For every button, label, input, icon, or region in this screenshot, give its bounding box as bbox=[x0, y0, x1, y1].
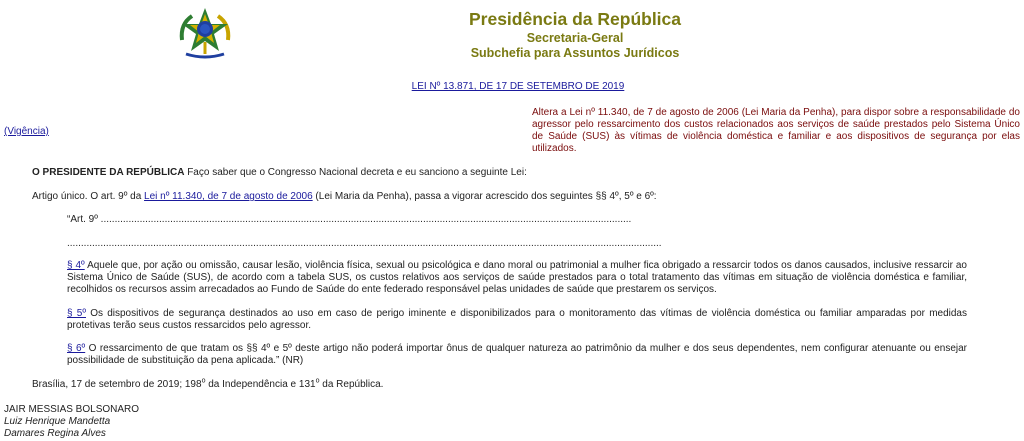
header-subtitle-2: Subchefia para Assuntos Jurídicos bbox=[470, 46, 680, 60]
header-title: Presidência da República bbox=[468, 9, 682, 29]
coat-of-arms-emblem bbox=[178, 6, 232, 62]
art9-dots-line: ...................................................................................................................................................................................................................... bbox=[67, 238, 662, 249]
date-part-3: da República. bbox=[319, 379, 384, 390]
law-title-link[interactable]: LEI Nº 13.871, DE 17 DE SETEMBRO DE 2019 bbox=[411, 81, 625, 92]
paragraph-4-link[interactable]: § 4º bbox=[67, 260, 85, 271]
signature-minister-1: Luiz Henrique Mandetta bbox=[4, 416, 111, 427]
paragraph-5 bbox=[67, 308, 967, 332]
date-sup-2: o bbox=[315, 377, 320, 385]
lei-11340-link[interactable]: Lei nº 11.340, de 7 de agosto de 2006 bbox=[144, 191, 313, 202]
vigencia-link[interactable]: (Vigência) bbox=[4, 126, 49, 137]
paragraph-5-link[interactable]: § 5º bbox=[67, 308, 86, 319]
preamble bbox=[32, 167, 527, 179]
preamble-text: Faço saber que o Congresso Nacional decreta e eu sanciono a seguinte Lei: bbox=[184, 167, 527, 178]
artigo-prefix: Artigo único. O art. 9º da bbox=[32, 191, 145, 202]
paragraph-4-text: Aquele que, por ação ou omissão, causar lesão, violência física, sexual ou psicológica e dano moral ou patrimonial a mulher fica obrigado a ressarcir todos os danos causados, inclusive ressarcir ao Sistema Único de Saúde (SUS), de acordo com a tabela SUS, os custos relativos aos serviços de saúde prestados para o total tratamento das vítimas em situação de violência doméstica e familiar, recolhidos os recursos assim arrecadados ao Fundo de Saúde do ente federado responsável pelas unidades de saúde que prestarem os serviços. bbox=[67, 260, 967, 295]
paragraph-4 bbox=[67, 260, 967, 296]
signature-minister-2: Damares Regina Alves bbox=[4, 428, 106, 439]
artigo-suffix: (Lei Maria da Penha), passa a vigorar acrescido dos seguintes §§ 4º, 5º e 6º: bbox=[312, 191, 657, 202]
header-subtitle: Secretaria-Geral bbox=[526, 31, 624, 45]
paragraph-6-link[interactable]: § 6º bbox=[67, 343, 86, 354]
art9-label: “Art. 9º bbox=[67, 214, 98, 225]
paragraph-6 bbox=[67, 343, 967, 367]
paragraph-6-text: O ressarcimento de que tratam os §§ 4º e 5º deste artigo não poderá importar ônus de qualquer natureza ao patrimônio da mulher e dos seus dependentes, nem configurar atenuante ou ensejar possibilidade de substituição da pena aplicada.” (NR) bbox=[67, 343, 967, 366]
signature-president: JAIR MESSIAS BOLSONARO bbox=[4, 404, 140, 415]
date-part-2: da Independência e 131 bbox=[205, 379, 316, 390]
ementa: Altera a Lei nº 11.340, de 7 de agosto de 2006 (Lei Maria da Penha), para dispor sobre a responsabilidade do agressor pelo ressarcimento dos custos relacionados aos serviços de saúde prestados pelo Sistema Único de Saúde (SUS) às vítimas de violência doméstica e familiar e aos dispositivos de segurança por elas utilizados. bbox=[532, 107, 1020, 154]
signing-date bbox=[32, 379, 383, 391]
art9-dots: ............................................................................................................................................................................................... bbox=[100, 214, 632, 225]
preamble-president: O PRESIDENTE DA REPÚBLICA bbox=[32, 167, 185, 178]
paragraph-5-text: Os dispositivos de segurança destinados ao uso em caso de perigo iminente e disponibilizados para o monitoramento das vítimas de violência doméstica ou familiar amparadas por medidas protetivas terão seus custos ressarcidos pelo agressor. bbox=[67, 308, 967, 331]
date-sup-1: o bbox=[201, 377, 206, 385]
artigo-unico bbox=[32, 191, 657, 203]
art9-line bbox=[67, 214, 632, 226]
date-part-1: Brasília, 17 de setembro de 2019; 198 bbox=[32, 379, 202, 390]
